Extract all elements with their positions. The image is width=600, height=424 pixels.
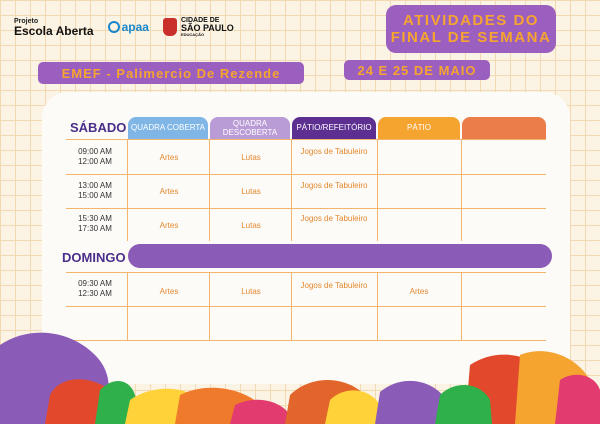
activity-cell: Jogos de Tabuleiro	[300, 147, 368, 156]
time-slot: 09:00 AM 12:00 AM	[78, 147, 112, 166]
activity-cell: Artes	[159, 187, 179, 196]
city-line-2: SÃO PAULO	[180, 23, 234, 34]
activity-cell: Jogos de Tabuleiro	[300, 281, 368, 290]
activity-cell: Lutas	[241, 187, 261, 196]
col-header-quadra-descoberta: QUADRA DESCOBERTA	[210, 117, 290, 139]
title-line-2: FINAL DE SEMANA	[390, 29, 552, 46]
activity-cell: Jogos de Tabuleiro	[300, 181, 368, 190]
col-header-quadra-coberta: QUADRA COBERTA	[128, 117, 208, 139]
activity-cell: Lutas	[241, 153, 261, 162]
saturday-label: SÁBADO	[70, 120, 127, 135]
activity-cell: Jogos de Tabuleiro	[300, 214, 368, 223]
col-header-patio: PÁTIO	[378, 117, 460, 139]
city-line-3: EDUCAÇÃO	[180, 31, 205, 37]
date-banner: 24 E 25 DE MAIO	[344, 60, 490, 80]
activity-cell: Lutas	[241, 287, 261, 296]
time-slot: 15:30 AM 17:30 AM	[78, 214, 112, 233]
apaa-logo-text: apaa	[121, 20, 149, 34]
project-small-label: Projeto	[14, 17, 39, 25]
activity-cell: Artes	[159, 287, 179, 296]
time-slot: 13:00 AM 15:00 AM	[78, 181, 112, 200]
activity-cell: Artes	[409, 287, 429, 296]
project-name-label: Escola Aberta	[14, 23, 94, 38]
activity-cell: Artes	[159, 221, 179, 230]
sunday-label: DOMINGO	[62, 250, 126, 265]
title-line-1: ATIVIDADES DO	[403, 11, 539, 29]
activity-cell: Artes	[159, 153, 179, 162]
school-name-banner: EMEF - Palimercio De Rezende	[38, 62, 304, 84]
city-line-1: CIDADE DE	[180, 16, 220, 24]
time-slot: 09:30 AM 12:30 AM	[78, 279, 112, 298]
activity-cell: Lutas	[241, 221, 261, 230]
col-header-patio-refeitorio: PÁTIO/REFEITÓRIO	[292, 117, 376, 139]
